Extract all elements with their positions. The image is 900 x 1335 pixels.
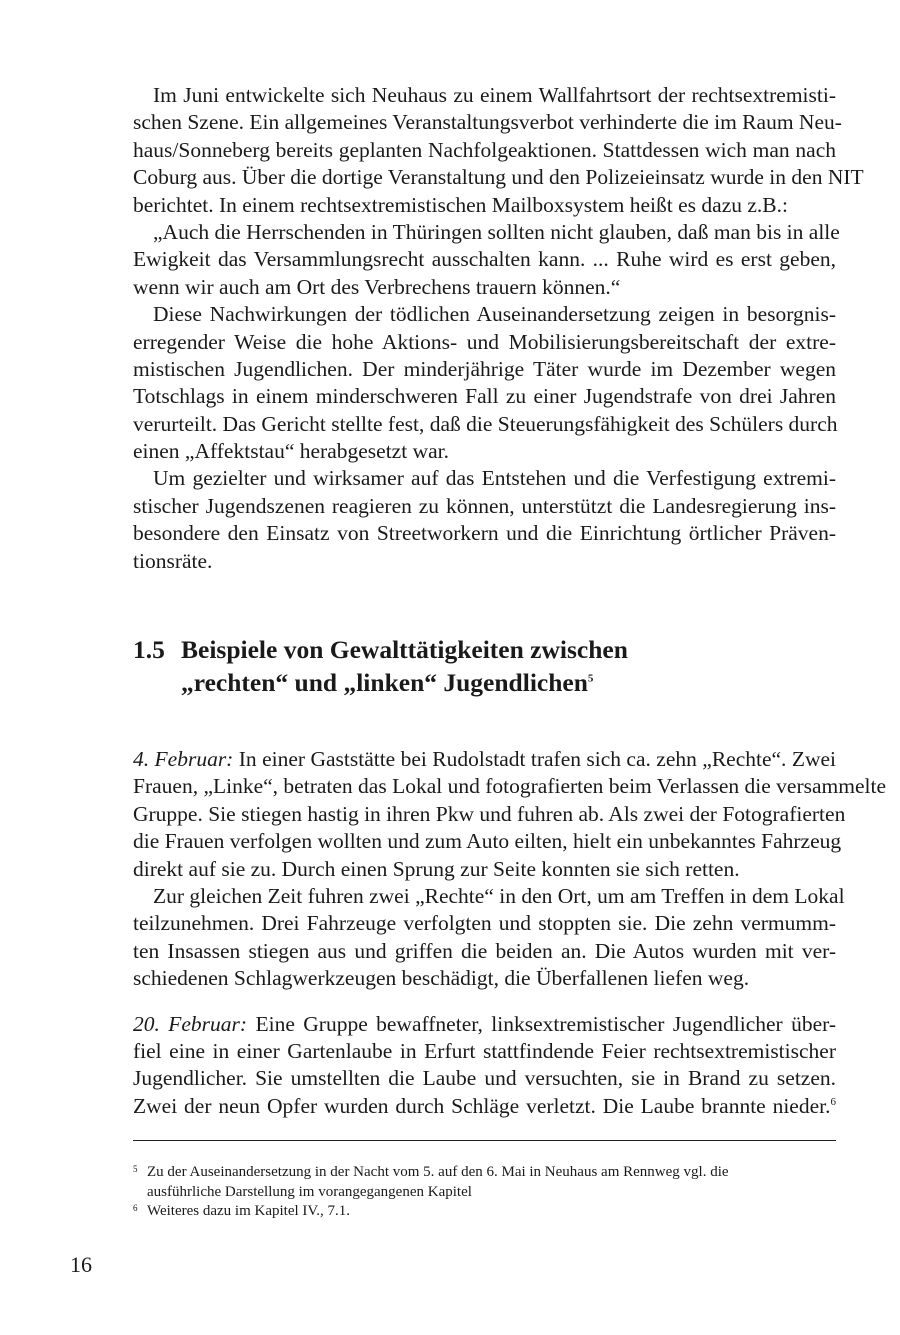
text-line: berichtet. In einem rechtsextremistischen Mailboxsystem heißt es dazu z.B.:: [133, 192, 788, 217]
text-line: wenn wir auch am Ort des Verbrechens trauern können.“: [133, 274, 621, 299]
entry-last-line: Zwei der neun Opfer wurden durch Schläge verletzt. Die Laube brannte nieder.: [133, 1093, 831, 1118]
section-heading: [133, 633, 836, 699]
text-line: Im Juni entwickelte sich Neuhaus zu einem Wallfahrtsort der rechtsextremisti-: [153, 83, 836, 107]
footnote-6: [133, 1202, 836, 1222]
footnote-separator: [133, 1140, 836, 1141]
footnote-mark: 5: [133, 1164, 138, 1175]
text-line: Coburg aus. Über die dortige Veranstaltung und den Polizeieinsatz wurde in den NIT: [133, 165, 864, 190]
footnote-line: Zu der Auseinandersetzung in der Nacht vom 5. auf den 6. Mai in Neuhaus am Rennweg vgl. die: [147, 1164, 729, 1181]
intro-text: [133, 82, 864, 575]
text-line: Frauen, „Linke“, betraten das Lokal und fotografierten beim Verlassen die versammelte: [133, 774, 887, 799]
entry-first-line: Eine Gruppe bewaffneter, linksextremistischer Jugendlicher über-: [247, 1011, 837, 1036]
entry-first-line: In einer Gaststätte bei Rudolstadt trafen sich ca. zehn „Rechte“. Zwei: [233, 747, 837, 772]
text-line: teilzunehmen. Drei Fahrzeuge verfolgten und stoppten sie. Die zehn vermumm-: [133, 911, 836, 936]
entry-4-februar: [133, 746, 887, 993]
footnote-line: Weiteres dazu im Kapitel IV., 7.1.: [147, 1203, 351, 1220]
text-line: stischer Jugendszenen reagieren zu können, unterstützt die Landesregierung ins-: [133, 493, 836, 518]
text-line: Totschlags in einem minderschweren Fall zu einer Jugendstrafe von drei Jahren: [133, 384, 836, 409]
footnote-ref-6: 6: [830, 1095, 836, 1108]
text-line: schen Szene. Ein allgemeines Veranstaltungsverbot verhinderte die im Raum Neu-: [133, 110, 842, 135]
entry-date: 20. Februar:: [133, 1011, 248, 1036]
text-line: Ewigkeit das Versammlungsrecht ausschalten kann. ... Ruhe wird es erst geben,: [133, 247, 836, 272]
section-title-line-1: Beispiele von Gewalttätigkeiten zwischen: [181, 635, 628, 665]
section-title-line-2: „rechten“ und „linken“ Jugendlichen: [181, 668, 588, 698]
footnote-line: ausführliche Darstellung im vorangegangenen Kapitel: [147, 1183, 472, 1200]
text-line: besondere den Einsatz von Streetworkern und die Einrichtung örtlicher Präven-: [133, 521, 836, 546]
footnote-5: [133, 1163, 836, 1202]
text-line: fiel eine in einer Gartenlaube in Erfurt stattfindende Feier rechtsextremistischer: [133, 1038, 836, 1063]
text-line: haus/Sonneberg bereits geplanten Nachfolgeaktionen. Stattdessen wich man nach: [133, 137, 836, 162]
text-line: die Frauen verfolgen wollten und zum Auto eilten, hielt ein unbekanntes Fahrzeug: [133, 829, 842, 854]
page-number: 16: [70, 1252, 92, 1277]
entry-date: 4. Februar:: [133, 747, 234, 772]
text-line: Zur gleichen Zeit fuhren zwei „Rechte“ in den Ort, um am Treffen in dem Lokal: [153, 883, 845, 908]
text-line: Diese Nachwirkungen der tödlichen Auseinandersetzung zeigen in besorgnis-: [153, 302, 836, 327]
footnotes: [133, 1163, 836, 1222]
section-number: 1.5: [133, 635, 165, 665]
text-line: Um gezielter und wirksamer auf das Entstehen und die Verfestigung extremi-: [153, 466, 836, 491]
text-line: direkt auf sie zu. Durch einen Sprung zur Seite konnten sie sich retten.: [133, 856, 740, 881]
text-line: ten Insassen stiegen aus und griffen die beiden an. Die Autos wurden mit ver-: [133, 938, 836, 963]
text-line: erregender Weise die hohe Aktions- und Mobilisierungsbereitschaft der extre-: [133, 329, 836, 354]
text-line: Jugendlicher. Sie umstellten die Laube und versuchten, sie in Brand zu setzen.: [133, 1066, 836, 1091]
text-line: Gruppe. Sie stiegen hastig in ihren Pkw und fuhren ab. Als zwei der Fotografierten: [133, 801, 846, 826]
page-body: [133, 82, 887, 1222]
entry-20-februar: [133, 1011, 836, 1121]
footnote-mark: 6: [133, 1203, 138, 1214]
text-line: einen „Affektstau“ herabgesetzt war.: [133, 439, 449, 464]
footnote-ref-5: 5: [587, 672, 594, 685]
text-line: tionsräte.: [133, 548, 213, 573]
text-line: schiedenen Schlagwerkzeugen beschädigt, die Überfallenen liefen weg.: [133, 966, 750, 991]
text-line: „Auch die Herrschenden in Thüringen sollten nicht glauben, daß man bis in alle: [153, 219, 840, 244]
text-line: verurteilt. Das Gericht stellte fest, daß die Steuerungsfähigkeit des Schülers durch: [133, 411, 838, 436]
text-line: mistischen Jugendlichen. Der minderjährige Täter wurde im Dezember wegen: [133, 356, 836, 381]
